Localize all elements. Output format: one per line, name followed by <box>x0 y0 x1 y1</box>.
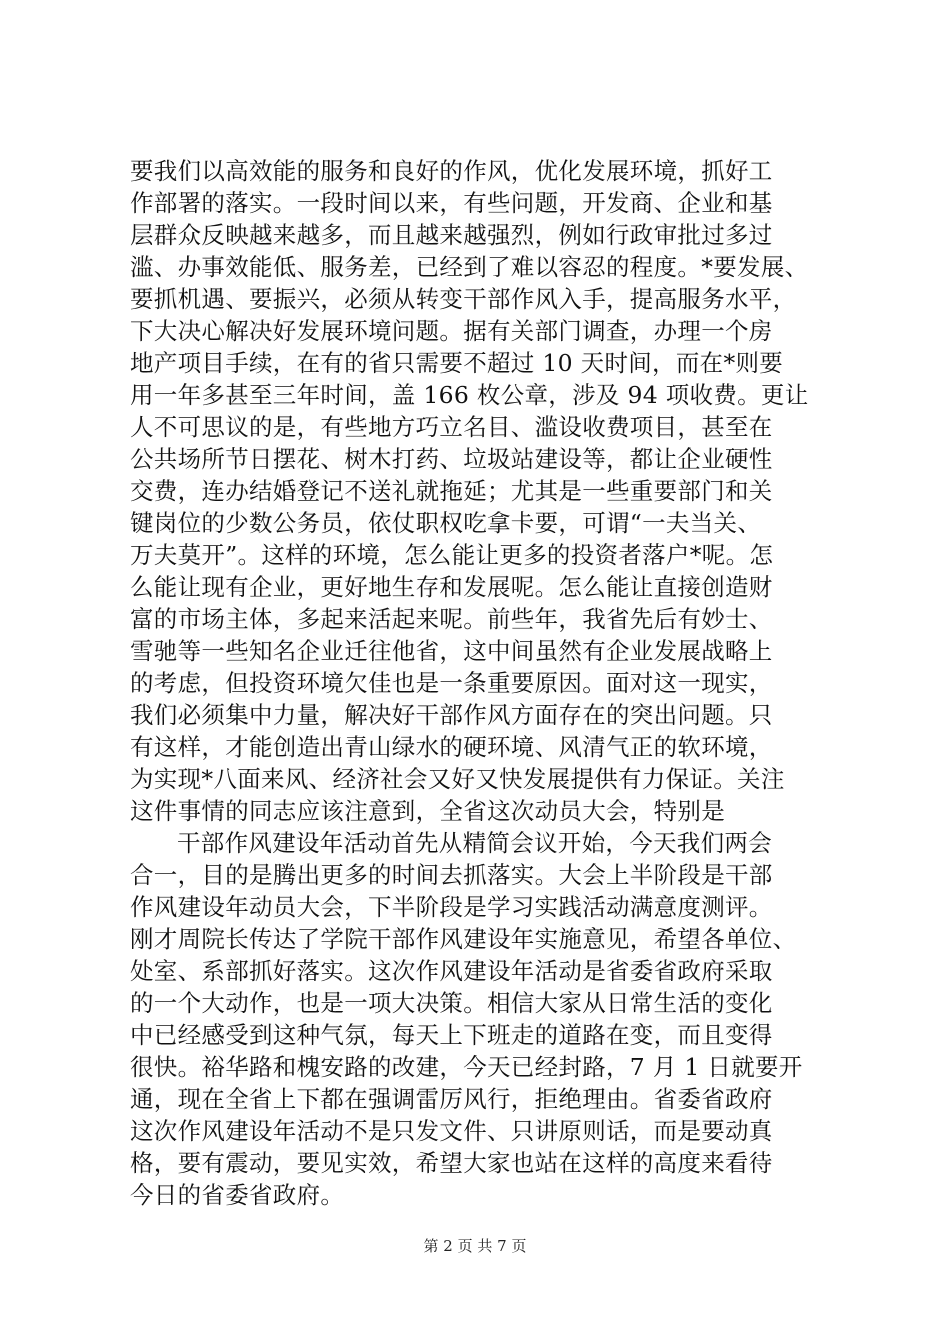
text-line: 有这样，才能创造出青山绿水的硬环境、风清气正的软环境， <box>130 733 773 761</box>
text-line: 这次作风建设年活动不是只发文件、只讲原则话，而是要动真 <box>130 1117 773 1145</box>
paragraph-1 <box>130 155 830 827</box>
text-line: 合一，目的是腾出更多的时间去抓落实。大会上半阶段是干部 <box>130 861 773 889</box>
text-line: 为实现*八面来风、经济社会又好又快发展提供有力保证。关注 <box>130 765 785 793</box>
text-line: 干部作风建设年活动首先从精简会议开始，今天我们两会 <box>177 829 772 857</box>
text-line: 格，要有震动，要见实效，希望大家也站在这样的高度来看待 <box>130 1149 773 1177</box>
page-footer: 第 2 页 共 7 页 <box>423 1237 527 1255</box>
text-line: 交费，连办结婚登记不送礼就拖延；尤其是一些重要部门和关 <box>130 477 773 505</box>
text-line: 我们必须集中力量，解决好干部作风方面存在的突出问题。只 <box>130 701 773 729</box>
text-line: 用一年多甚至三年时间，盖 166 枚公章，涉及 94 项收费。更让 <box>130 381 809 409</box>
text-line: 下大决心解决好发展环境问题。据有关部门调查，办理一个房 <box>130 317 773 345</box>
text-line: 的考虑，但投资环境欠佳也是一条重要原因。面对这一现实， <box>130 669 773 697</box>
text-line: 层群众反映越来越多，而且越来越强烈，例如行政审批过多过 <box>130 221 773 249</box>
paragraph-2 <box>130 827 830 1211</box>
text-line: 通，现在全省上下都在强调雷厉风行，拒绝理由。省委省政府 <box>130 1085 773 1113</box>
text-line: 处室、系部抓好落实。这次作风建设年活动是省委省政府采取 <box>130 957 773 985</box>
text-line: 键岗位的少数公务员，依仗职权吃拿卡要，可谓“一夫当关、 <box>130 509 762 537</box>
text-line: 刚才周院长传达了学院干部作风建设年实施意见，希望各单位、 <box>130 925 797 953</box>
text-line: 作部署的落实。一段时间以来，有些问题，开发商、企业和基 <box>130 189 773 217</box>
text-line: 地产项目手续，在有的省只需要不超过 10 天时间，而在*则要 <box>130 349 784 377</box>
text-line: 的一个大动作，也是一项大决策。相信大家从日常生活的变化 <box>130 989 773 1017</box>
text-line: 雪驰等一些知名企业迁往他省，这中间虽然有企业发展战略上 <box>130 637 773 665</box>
text-line: 富的市场主体，多起来活起来呢。前些年，我省先后有妙士、 <box>130 605 773 633</box>
text-line: 中已经感受到这种气氛，每天上下班走的道路在变，而且变得 <box>130 1021 773 1049</box>
text-line: 要抓机遇、要振兴，必须从转变干部作风入手，提高服务水平， <box>130 285 797 313</box>
text-line: 公共场所节日摆花、树木打药、垃圾站建设等，都让企业硬性 <box>130 445 773 473</box>
text-line: 今日的省委省政府。 <box>130 1181 345 1209</box>
text-line: 滥、办事效能低、服务差，已经到了难以容忍的程度。*要发展、 <box>130 253 809 281</box>
text-line: 很快。裕华路和槐安路的改建，今天已经封路，7 月 1 日就要开 <box>130 1053 803 1081</box>
text-line: 万夫莫开”。这样的环境，怎么能让更多的投资者落户*呢。怎 <box>130 541 774 569</box>
body-text <box>130 155 830 1211</box>
text-line: 这件事情的同志应该注意到，全省这次动员大会，特别是 <box>130 797 725 825</box>
text-line: 作风建设年动员大会，下半阶段是学习实践活动满意度测评。 <box>130 893 773 921</box>
text-line: 要我们以高效能的服务和良好的作风，优化发展环境，抓好工 <box>130 157 773 185</box>
text-line: 么能让现有企业，更好地生存和发展呢。怎么能让直接创造财 <box>130 573 773 601</box>
text-line: 人不可思议的是，有些地方巧立名目、滥设收费项目，甚至在 <box>130 413 773 441</box>
